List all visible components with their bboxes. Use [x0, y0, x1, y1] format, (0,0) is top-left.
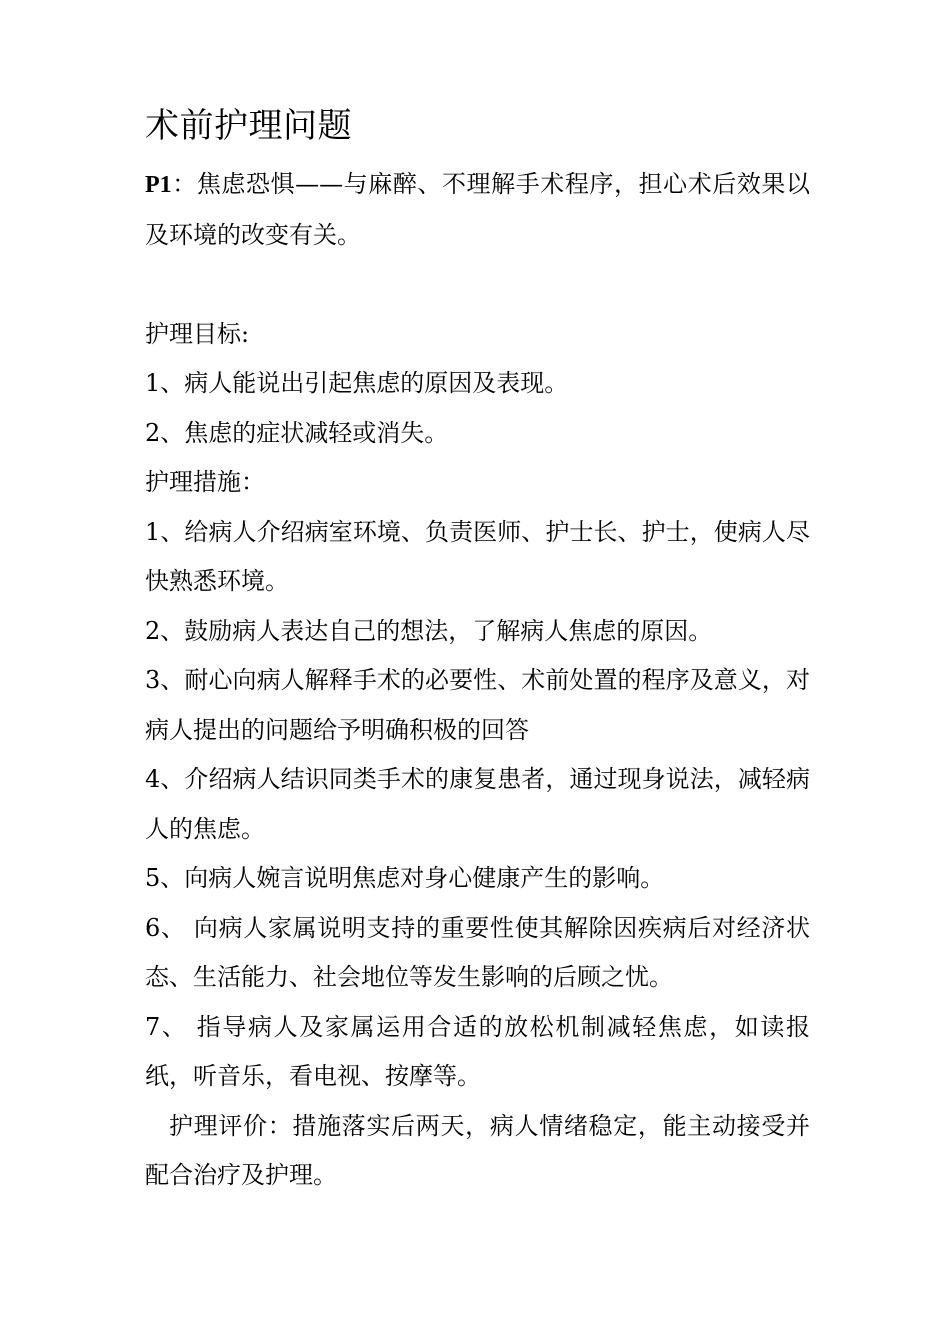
measure-item: 2、鼓励病人表达自己的想法，了解病人焦虑的原因。: [145, 616, 713, 645]
measure-item: 4、介绍病人结识同类手术的康复患者，通过现身说法，减轻病人的焦虑。: [145, 765, 810, 843]
measure-item: 6、 向病人家属说明支持的重要性使其解除因疾病后对经济状态、生活能力、社会地位等发生影响的后顾之忧。: [145, 913, 810, 991]
measure-item: 7、 指导病人及家属运用合适的放松机制减轻焦虑，如读报纸，听音乐，看电视、按摩等。: [145, 1012, 810, 1090]
blank-line: [145, 260, 810, 310]
evaluation-paragraph: 护理评价：措施落实后两天，病人情绪稳定，能主动接受并配合治疗及护理。: [145, 1111, 810, 1189]
goal-item: 2、焦虑的症状减轻或消失。: [145, 418, 449, 447]
page-title: 术前护理问题: [145, 106, 352, 146]
document-body: [145, 160, 810, 1201]
problem-p1: [145, 160, 810, 260]
problem-label: P1: [145, 172, 172, 198]
measure-heading: 护理措施：: [145, 468, 265, 496]
measure-item: 1、给病人介绍病室环境、负责医师、护士长、护士，使病人尽快熟悉环境。: [145, 517, 810, 595]
measure-item: 3、耐心向病人解释手术的必要性、术前处置的程序及意义，对病人提出的问题给予明确积极的回答: [145, 666, 810, 744]
problem-text: ：焦虑恐惧——与麻醉、不理解手术程序，担心术后效果以及环境的改变有关。: [145, 170, 810, 249]
goal-item: 1、病人能说出引起焦虑的原因及表现。: [145, 369, 569, 397]
measure-item: 5、向病人婉言说明焦虑对身心健康产生的影响。: [145, 864, 665, 892]
goal-heading: 护理目标:: [145, 319, 250, 348]
